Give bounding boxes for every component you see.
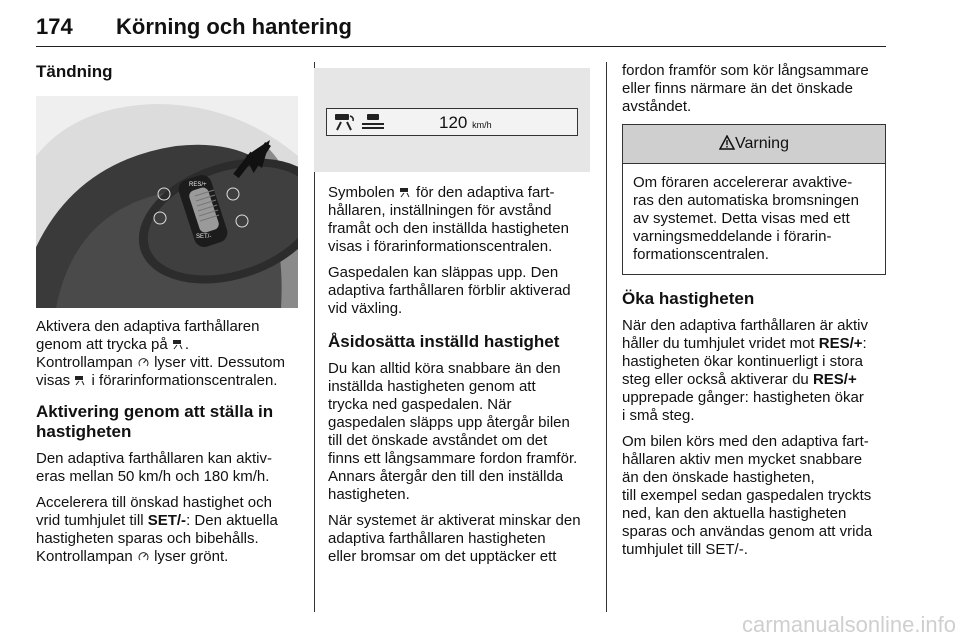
- following-distance-icon: [361, 113, 385, 131]
- paragraph-symbol: [328, 184, 598, 256]
- adaptive-cruise-icon: [172, 339, 185, 350]
- text-line: hastigheten sparas och bibehålls.: [36, 530, 259, 547]
- text-line: än den önskade hastigheten,: [622, 469, 815, 486]
- text-line: Om föraren accelererar avaktive-: [633, 174, 853, 191]
- page-number: 174: [36, 14, 73, 39]
- text-line: eller bromsar om det upptäcker ett: [328, 548, 557, 565]
- text-line: När den adaptiva farthållaren är aktiv: [622, 317, 868, 334]
- text-line: tumhjulet till SET/-.: [622, 541, 748, 558]
- column-1: [36, 62, 304, 90]
- section-heading-activation: [36, 402, 304, 442]
- text-line: vid växling.: [328, 300, 403, 317]
- text-line: lyser vitt. Dessutom: [154, 354, 285, 371]
- text-line: ras den automatiska bromsningen: [633, 192, 859, 209]
- cruise-control-lamp-icon: [137, 551, 150, 562]
- section-heading-override: Åsidosätta inställd hastighet: [328, 332, 560, 351]
- text-line: upprepade gånger: hastigheten ökar: [622, 389, 864, 406]
- warning-triangle-icon: [719, 135, 735, 150]
- steering-wheel-image: [36, 96, 298, 308]
- text-line: ned, kan den aktuella hastigheten: [622, 505, 847, 522]
- adaptive-cruise-icon: [333, 113, 355, 131]
- paragraph-override: [328, 360, 598, 504]
- text-line: sparas och användas genom att vrida: [622, 523, 873, 540]
- column-2: [328, 184, 598, 574]
- paragraph-increase: [622, 317, 886, 425]
- text-line: varningsmeddelande i förarin-: [633, 228, 832, 245]
- text-line: Du kan alltid köra snabbare än den: [328, 360, 561, 377]
- heading-line: Aktivering genom att ställa in: [36, 402, 274, 421]
- text-line: inställda hastigheten genom att: [328, 378, 536, 395]
- text-line: När systemet är aktiverat minskar den: [328, 512, 581, 529]
- section-heading-tandning: Tändning: [36, 62, 113, 81]
- text-line: till exempel sedan gaspedalen tryckts: [622, 487, 872, 504]
- section-heading-increase: Öka hastigheten: [622, 289, 755, 308]
- text-line: visas: [36, 372, 71, 389]
- text-line: adaptiva farthållaren hastigheten: [328, 530, 546, 547]
- driver-info-display-image: [314, 68, 590, 172]
- heading-line: hastigheten: [36, 422, 132, 441]
- text-line: i små steg.: [622, 407, 695, 424]
- text-line: :: [862, 335, 867, 352]
- text-line: lyser grönt.: [154, 548, 229, 565]
- text-line: adaptiva farthållaren förblir aktiverad: [328, 282, 571, 299]
- text-line: Den adaptiva farthållaren kan aktiv-: [36, 450, 272, 467]
- text-line: : Den aktuella: [186, 512, 278, 529]
- text-line: hastigheten.: [328, 486, 410, 503]
- text-line: trycka ned gaspedalen. När: [328, 396, 512, 413]
- text-line: formationscentralen.: [633, 246, 769, 263]
- text-line: Accelerera till önskad hastighet och: [36, 494, 272, 511]
- text-line: för den adaptiva fart-: [416, 184, 555, 201]
- paragraph-accelerate: [36, 494, 304, 566]
- text-line: visas i förarinformationscentralen.: [328, 238, 553, 255]
- text-line: hastigheten ökar kontinuerligt i stora: [622, 353, 863, 370]
- paragraph-braking: [328, 512, 598, 566]
- text-line: .: [184, 336, 190, 353]
- page-title: Körning och hantering: [116, 14, 352, 39]
- text-line: Symbolen: [328, 184, 395, 201]
- text-line: eras mellan 50 km/h och 180 km/h.: [36, 468, 270, 485]
- text-line: hållaren, inställningen för avstånd: [328, 202, 552, 219]
- text-line: i förarinformationscentralen.: [91, 372, 278, 389]
- cruise-control-lamp-icon: [137, 357, 150, 368]
- text-line: avståndet.: [622, 98, 692, 115]
- text-line: Aktivera den adaptiva farthållaren: [36, 318, 260, 335]
- text-line: steg eller också aktiverar du: [622, 371, 809, 388]
- display-panel: [326, 108, 578, 136]
- paragraph-pedal: [328, 264, 598, 318]
- column-divider: [606, 62, 607, 612]
- text-line: fordon framför som kör långsammare: [622, 62, 869, 79]
- text-line: Om bilen körs med den adaptiva fart-: [622, 433, 869, 450]
- paragraph-faster: [622, 433, 886, 559]
- text-line: Annars återgår den till den inställda: [328, 468, 564, 485]
- column-1-text: [36, 318, 304, 574]
- text-line: genom att trycka på: [36, 336, 168, 353]
- paragraph-activate: [36, 318, 304, 390]
- adaptive-cruise-icon: [399, 187, 412, 198]
- adaptive-cruise-icon: [74, 375, 87, 386]
- text-line: håller du tumhjulet vridet mot: [622, 335, 815, 352]
- text-line: finns ett långsammare fordon framför.: [328, 450, 578, 467]
- text-line: Kontrollampan: [36, 548, 133, 565]
- text-line: av systemet. Detta visas med ett: [633, 210, 850, 227]
- warning-box: [622, 124, 886, 275]
- speed-value: 120: [439, 113, 468, 132]
- bold-term: RES/+: [812, 371, 857, 388]
- text-line: Kontrollampan: [36, 354, 133, 371]
- bold-term: RES/+: [818, 335, 863, 352]
- text-line: till det önskade avståndet om det: [328, 432, 548, 449]
- text-line: hållaren aktiv men mycket snabbare: [622, 451, 863, 468]
- watermark[interactable]: carmanualsonline.info: [741, 612, 956, 637]
- set-speed-readout: [439, 113, 492, 133]
- warning-header: [623, 125, 885, 164]
- bold-term: SET/-: [147, 512, 187, 529]
- image-label-res: RES/+: [189, 182, 207, 188]
- speed-unit: km/h: [472, 120, 492, 130]
- paragraph-range: [36, 450, 304, 486]
- text-line: framåt och den inställda hastigheten: [328, 220, 569, 237]
- text-line: Gaspedalen kan släppas upp. Den: [328, 264, 559, 281]
- warning-body: [623, 164, 885, 274]
- text-line: eller finns närmare än det önskade: [622, 80, 853, 97]
- page-header: [36, 8, 886, 47]
- image-label-set: SET/-: [196, 234, 212, 240]
- text-line: vrid tumhjulet till: [36, 512, 144, 529]
- column-3: [622, 62, 886, 567]
- text-line: gaspedalen släpps upp återgår bilen: [328, 414, 570, 431]
- paragraph-continued: [622, 62, 886, 116]
- warning-title: Varning: [735, 135, 789, 152]
